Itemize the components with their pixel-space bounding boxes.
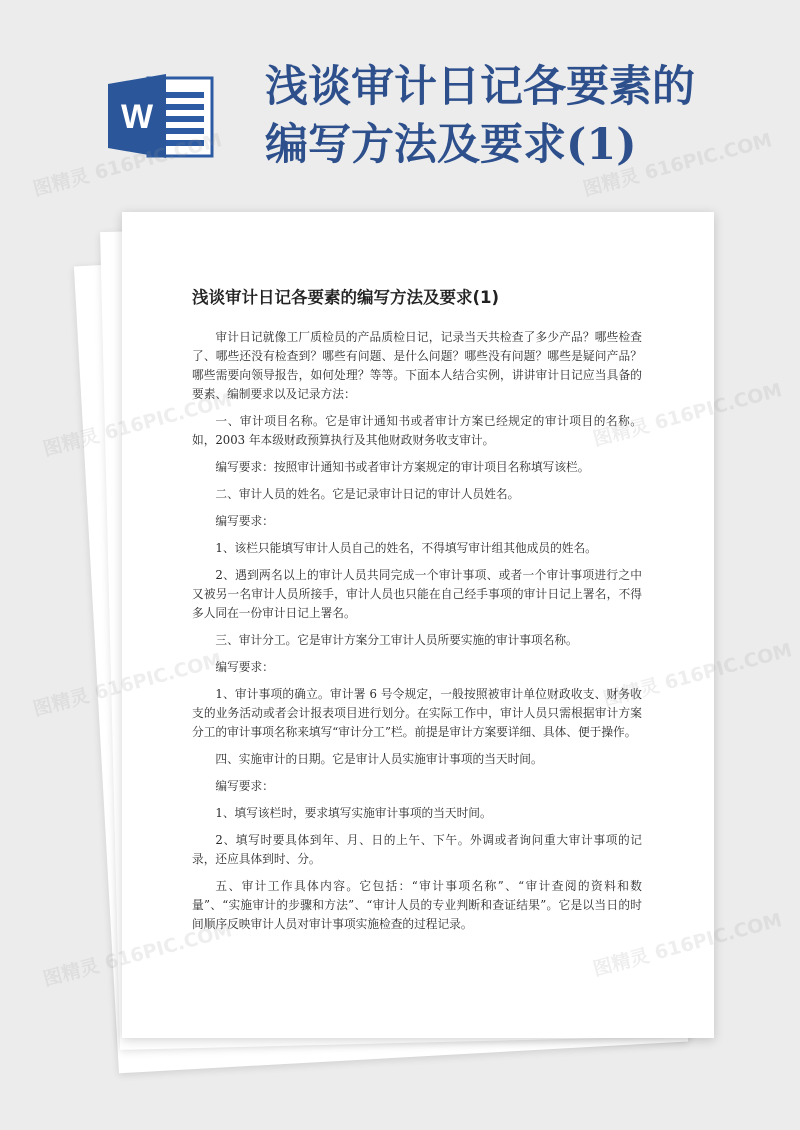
paragraph: 编写要求：按照审计通知书或者审计方案规定的审计项目名称填写该栏。 bbox=[215, 460, 590, 474]
paragraph: 三、审计分工。它是审计方案分工审计人员所要实施的审计事项名称。 bbox=[215, 633, 578, 647]
watermark: 图精灵 bbox=[30, 684, 92, 721]
headline-line-1: 浅谈审计日记各要素的 bbox=[265, 62, 695, 112]
paragraph: 编写要求： bbox=[215, 779, 274, 793]
watermark: 616PIC.COM bbox=[662, 639, 795, 695]
paragraph: 编写要求： bbox=[215, 514, 274, 528]
watermark: 图精灵 bbox=[40, 424, 102, 461]
watermark: 图精灵 bbox=[40, 954, 102, 991]
watermark: 616PIC.COM bbox=[652, 379, 785, 435]
paragraph: 1、该栏只能填写审计人员自己的姓名，不得填写审计组其他成员的姓名。 bbox=[215, 541, 597, 555]
document-body bbox=[192, 328, 642, 942]
headline-line-2: 编写方法及要求(1) bbox=[265, 120, 637, 170]
paragraph: 1、审计事项的确立。审计署 6 号令规定，一般按照被审计单位财政收支、财务收支的业务活动或者会计报表项目进行划分。在实际工作中，审计人员只需根据审计方案分工的审计事项名称来填写“审计分工”栏。前提是审计方案要详细、具体、便于操作。 bbox=[192, 687, 642, 739]
word-document-icon bbox=[108, 72, 216, 160]
paragraph: 二、审计人员的姓名。它是记录审计日记的审计人员姓名。 bbox=[215, 487, 520, 501]
paragraph: 2、遇到两名以上的审计人员共同完成一个审计事项、或者一个审计事项进行之中又被另一名审计人员所接手，审计人员也只能在自己经手事项的审计日记上署名，不得多人同在一份审计日记上署名。 bbox=[192, 568, 642, 620]
paragraph: 四、实施审计的日期。它是审计人员实施审计事项的当天时间。 bbox=[215, 752, 543, 766]
page-headline bbox=[265, 58, 785, 174]
watermark: 图精灵 616PIC.COM bbox=[580, 129, 775, 201]
paragraph: 2、填写时要具体到年、月、日的上午、下午。外调或者询问重大审计事项的记录，还应具体到时、分。 bbox=[192, 833, 642, 866]
word-icon-letter: W bbox=[120, 98, 154, 136]
paragraph: 编写要求： bbox=[215, 660, 274, 674]
paragraph: 1、填写该栏时，要求填写实施审计事项的当天时间。 bbox=[215, 806, 492, 820]
watermark: 图精灵 616PIC.COM bbox=[30, 129, 225, 201]
watermark: 616PIC.COM bbox=[652, 909, 785, 965]
document-title: 浅谈审计日记各要素的编写方法及要求(1) bbox=[192, 288, 500, 307]
paragraph: 五、审计工作具体内容。它包括：“审计事项名称”、“审计查阅的资料和数量”、“实施审计的步骤和方法”、“审计人员的专业判断和查证结果”。它是以当日的时间顺序反映审计人员对审计事项实施检查的过程记录。 bbox=[192, 879, 642, 931]
document-page bbox=[122, 212, 714, 1038]
paragraph: 审计日记就像工厂质检员的产品质检日记，记录当天共检查了多少产品？哪些检查了、哪些还没有检查到？哪些有问题、是什么问题？哪些没有问题？哪些是疑问产品？哪些需要向领导报告，如何处理？等等。下面本人结合实例，讲讲审计日记应当具备的要素、编制要求以及记录方法： bbox=[192, 330, 642, 401]
paragraph: 一、审计项目名称。它是审计通知书或者审计方案已经规定的审计项目的名称。如，2003 年本级财政预算执行及其他财政财务收支审计。 bbox=[192, 414, 642, 447]
